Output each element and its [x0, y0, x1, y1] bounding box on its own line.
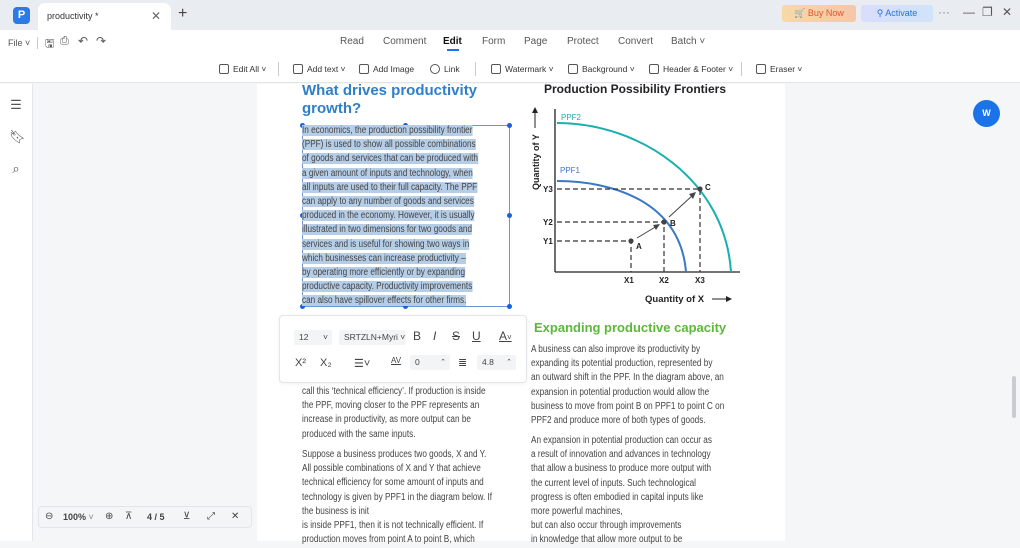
tab-protect[interactable]: Protect [567, 36, 599, 47]
chart-title: Production Possibility Frontiers [544, 82, 727, 96]
strikethrough-button[interactable]: S [452, 329, 461, 343]
close-zoombar-icon[interactable]: ✕ [231, 511, 240, 522]
text-line: (PPF) is used to show all possible combinations [302, 139, 476, 151]
heading-expanding-capacity: Expanding productive capacity [534, 320, 727, 335]
ppf2-curve [557, 123, 731, 272]
char-spacing-icon: AV [391, 356, 402, 365]
text-line: an outward shift in the PPF. In the diagram above, an [531, 372, 724, 384]
text-line: In economics, the production possibility frontier [302, 125, 473, 136]
scrollbar-thumb[interactable] [1012, 376, 1016, 418]
text-format-panel [279, 315, 527, 383]
text-line: is inside PPF1, then it is not technically efficient. If [302, 519, 484, 531]
text-line: increase in productivity, as more output can be [302, 414, 471, 426]
zoom-level-select[interactable]: 100% ˅ [63, 512, 94, 522]
print-icon[interactable]: ⎙ [60, 35, 69, 47]
tab-form[interactable]: Form [482, 36, 506, 47]
restore-icon[interactable]: ❐ [982, 5, 993, 19]
tab-read[interactable]: Read [340, 36, 364, 47]
heading-line: What drives productivity [302, 82, 478, 99]
search-icon[interactable]: ⌕ [12, 161, 20, 176]
text-line: call this ‘technical efficiency’. If production is inside [302, 386, 486, 397]
point-label: B [670, 219, 676, 228]
zoom-in-button[interactable]: ⊕ [105, 511, 114, 522]
text-line: expansion in potential production would allow the [531, 386, 710, 398]
x-arrow-head [726, 296, 732, 302]
text-line: technology is given by PPF1 in the diagram below. If [302, 491, 493, 503]
italic-button[interactable]: I [433, 329, 437, 343]
point-c [697, 186, 702, 191]
watermark-label: Watermark [505, 64, 547, 74]
text-line: more powerful machines, [531, 505, 623, 517]
save-icon[interactable]: 🖫 [45, 38, 55, 50]
font-color-button[interactable]: A˅ [499, 329, 512, 343]
tab-batch[interactable]: Batch ˅ [671, 36, 706, 47]
convert-to-word-button[interactable]: W [973, 100, 1000, 127]
text-line: a given amount of inputs and technology, when [302, 167, 473, 179]
text-line: business to move from point B on PPF1 to point C on [531, 400, 725, 412]
text-line: expanding its potential production, represented by [531, 358, 713, 370]
ppf2-label: PPF2 [561, 113, 582, 122]
close-tab-icon[interactable]: ✕ [150, 9, 161, 23]
arrow-b-c [669, 195, 693, 217]
bookmark-icon[interactable]: 🔖︎ [9, 129, 26, 144]
add-text-button[interactable]: Add text ˅ [293, 64, 346, 74]
text-line: can also have spillover effects for other firms. [302, 295, 467, 307]
text-line: the PPF, moving closer to the PPF represents an [302, 400, 480, 412]
tab-page[interactable]: Page [524, 36, 548, 47]
font-size-select[interactable]: 12 ˅ [294, 330, 332, 345]
y-arrow-head [532, 107, 538, 113]
zoom-out-button[interactable]: ⊖ [45, 511, 54, 522]
font-name-value: SRTZLN+Myri [344, 332, 398, 342]
text-line: production moves from point A to point B, which [302, 534, 475, 546]
text-line: progress is often embodied in capital inputs like [531, 491, 704, 503]
add-image-label: Add Image [373, 64, 415, 74]
font-name-select[interactable]: SRTZLN+Myri ˅ [339, 330, 406, 345]
subscript-button[interactable]: X₂ [320, 357, 332, 369]
char-spacing-input[interactable]: 0 ⌃ [410, 355, 450, 370]
minimize-icon[interactable]: — [963, 5, 975, 19]
buy-now-button[interactable]: 🛒 Buy Now [782, 5, 856, 22]
page-indicator[interactable]: 4 / 5 [147, 512, 165, 522]
thumbnails-icon[interactable]: ☰ [10, 97, 22, 112]
fullscreen-icon[interactable]: ⤢ [207, 511, 215, 522]
y-tick: Y2 [543, 218, 553, 227]
point-a [628, 238, 633, 243]
y-tick: Y3 [543, 185, 553, 194]
line-spacing-icon: ≣ [458, 357, 468, 369]
zoom-bar [38, 506, 252, 528]
edit-all-button[interactable]: Edit All ˅ [219, 64, 266, 74]
file-label: File [8, 38, 23, 48]
tab-comment[interactable]: Comment [383, 36, 427, 47]
eraser-button[interactable]: Eraser ˅ [756, 64, 802, 74]
text-line: in knowledge that allow more output to be [531, 534, 683, 546]
text-line: produced in the economy. However, it is usually [302, 210, 475, 222]
ppf1-label: PPF1 [560, 166, 581, 175]
header-footer-button[interactable]: Header & Footer ˅ [649, 64, 733, 74]
text-line: An expansion in potential production can occur as [531, 435, 712, 446]
background-button[interactable]: Background ˅ [568, 64, 635, 74]
text-line: productive capacity. Productivity improvements [302, 281, 473, 293]
y-axis-label: Quantity of Y [531, 134, 541, 190]
text-line: services and is useful for showing two ways in [302, 238, 470, 250]
guide-lines [557, 189, 700, 272]
superscript-button[interactable]: X² [295, 357, 306, 369]
edit-all-label: Edit All [233, 64, 259, 74]
text-line: can apply to any number of goods and services [302, 195, 474, 207]
text-line: PPF2 and produce more of both types of goods. [531, 414, 706, 426]
background-label: Background [582, 64, 628, 74]
ppf1-curve [557, 181, 686, 272]
tab-title: productivity * [47, 11, 99, 21]
point-b [661, 219, 666, 224]
point-label: A [636, 242, 642, 251]
text-line: of goods and services that can be produced with [302, 153, 478, 165]
point-label: C [705, 183, 711, 192]
align-button[interactable]: ☰˅ [354, 358, 371, 370]
header-footer-label: Header & Footer [663, 64, 726, 74]
text-line: A business can also improve its productivity by [531, 344, 701, 355]
line-spacing-input[interactable]: 4.8 ⌃ [477, 355, 516, 370]
tab-edit[interactable]: Edit [443, 36, 462, 47]
underline-button[interactable]: U [472, 329, 481, 343]
batch-label: Batch [671, 36, 697, 47]
arrow-head [653, 224, 660, 230]
app-logo: P [13, 7, 30, 24]
buy-now-label: Buy Now [807, 8, 844, 18]
x-tick: X3 [695, 276, 705, 285]
y-tick: Y1 [543, 237, 553, 246]
text-line: the current level of inputs. Such technological [531, 477, 697, 489]
text-line: by operating more efficiently or by expanding [302, 266, 466, 278]
text-line: but can also occur through improvements [531, 520, 682, 532]
text-line: the business is init [302, 505, 370, 517]
x-tick: X2 [659, 276, 669, 285]
x-axis-label: Quantity of X [645, 294, 705, 305]
text-line: all inputs are used to their full capacity. The PPF [302, 181, 478, 193]
text-line: produced with the same inputs. [302, 428, 416, 440]
text-line: All possible combinations of X and Y that achieve [302, 463, 481, 475]
add-text-label: Add text [307, 64, 339, 74]
undo-icon[interactable]: ↶ [78, 34, 89, 48]
text-line: illustrated in two dimensions for two goods and [302, 224, 473, 236]
heading-line: growth? [302, 100, 362, 117]
x-tick: X1 [624, 276, 634, 285]
previous-page-button[interactable]: ⊼ [125, 511, 133, 522]
activate-label: Activate [885, 8, 918, 18]
close-window-icon[interactable]: ✕ [1002, 5, 1013, 19]
text-line: a result of innovation and advances in technology [531, 449, 711, 461]
new-tab-button[interactable]: + [178, 5, 188, 22]
bold-button[interactable]: B [413, 329, 422, 343]
text-line: Suppose a business produces two goods, X and Y. [302, 449, 487, 460]
arrow-a-b [637, 226, 657, 238]
line-spacing-value: 4.8 [482, 357, 494, 367]
text-line: technical efficiency for some amount of inputs and [302, 477, 484, 489]
watermark-button[interactable]: Watermark ˅ [491, 64, 554, 74]
link-label: Link [444, 64, 460, 74]
file-menu[interactable]: File ˅ [8, 38, 31, 48]
next-page-button[interactable]: ⊻ [183, 511, 191, 522]
char-spacing-value: 0 [415, 357, 420, 367]
text-line: which businesses can increase productivity – [302, 252, 466, 264]
tab-convert[interactable]: Convert [618, 36, 654, 47]
font-size-value: 12 [299, 332, 309, 342]
more-button[interactable]: ··· [938, 5, 950, 19]
activate-button[interactable]: ⚲ Activate [861, 5, 933, 22]
zoom-level: 100% [63, 512, 87, 522]
eraser-label: Eraser [770, 64, 796, 74]
redo-icon[interactable]: ↷ [96, 34, 107, 48]
text-line: that allow a business to produce more output with [531, 463, 712, 475]
